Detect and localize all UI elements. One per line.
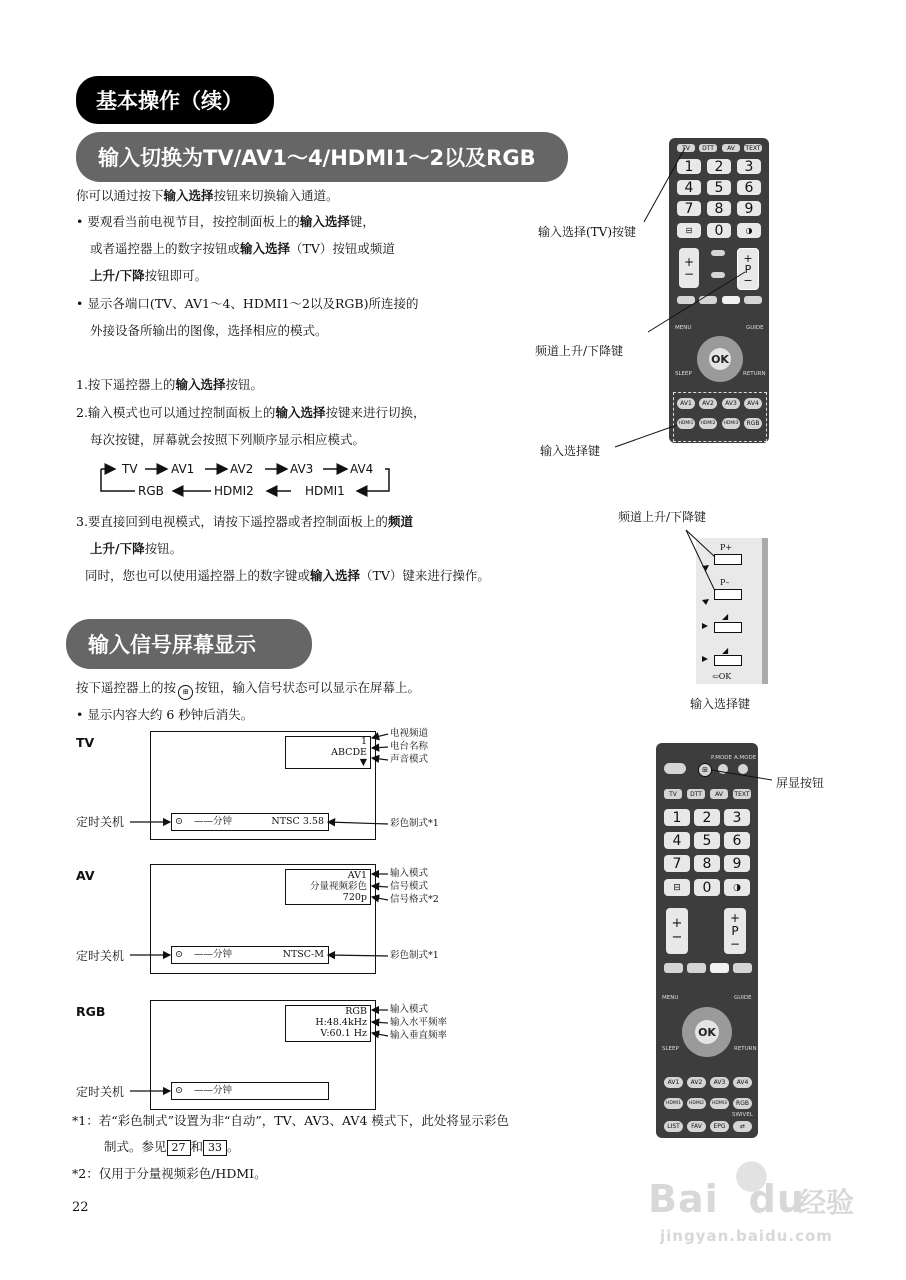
osd-tv-color-label: 彩色制式*1 xyxy=(390,818,439,829)
osd-rgb-line2: H:48.4kHz xyxy=(315,1017,367,1028)
bold-text: 上升/下降 xyxy=(90,541,145,556)
bold-text: 输入选择 xyxy=(310,568,361,583)
text: 键， xyxy=(349,214,375,229)
guide-label: GUIDE xyxy=(746,325,764,331)
bold-text: 输入选择 xyxy=(163,188,214,203)
text: 2.输入模式也可以通过控制面板上的 xyxy=(76,405,276,420)
text: 1.按下遥控器上的 xyxy=(76,377,176,392)
menu-label-2: MENU xyxy=(662,995,679,1001)
osd-av-line1: AV1 xyxy=(347,870,367,881)
step2-line1 xyxy=(76,404,425,422)
hdmi1-key[interactable]: HDMI1 xyxy=(677,418,695,429)
key-7[interactable]: 7 xyxy=(677,201,701,216)
key2-8[interactable]: 8 xyxy=(694,855,720,872)
key2-7[interactable]: 7 xyxy=(664,855,690,872)
text: 你可以通过按下 xyxy=(76,188,164,203)
key2-2[interactable]: 2 xyxy=(694,809,720,826)
hdmi2-key-2[interactable]: HDMI2 xyxy=(687,1098,706,1109)
osd-av-label2: 信号模式 xyxy=(390,881,429,892)
color-key-red[interactable] xyxy=(677,296,695,304)
color2-yellow[interactable] xyxy=(710,963,729,973)
av4-key[interactable]: AV4 xyxy=(744,398,762,409)
watermark-brand1: Bai xyxy=(648,1177,719,1221)
key-mode[interactable]: ◑ xyxy=(737,223,761,238)
key-5[interactable]: 5 xyxy=(707,180,731,195)
av2-key-2[interactable]: AV2 xyxy=(687,1077,706,1088)
ch-down-button[interactable] xyxy=(714,589,742,600)
color2-red[interactable] xyxy=(664,963,683,973)
note1-line2 xyxy=(104,1138,240,1156)
amode-label: A.MODE xyxy=(734,755,757,761)
av4-key-2[interactable]: AV4 xyxy=(733,1077,752,1088)
panel-ok-text: OK xyxy=(718,672,732,681)
key-4[interactable]: 4 xyxy=(677,180,701,195)
text: 按钮，输入信号状态可以显示在屏幕上。 xyxy=(195,680,421,695)
p-minus-label: P– xyxy=(720,578,730,587)
text: 按钮即可。 xyxy=(144,268,208,283)
key2-9[interactable]: 9 xyxy=(724,855,750,872)
intro-line xyxy=(76,187,339,205)
watermark-brand2: du xyxy=(748,1177,805,1221)
osd-rgb-screen xyxy=(150,1000,376,1110)
osd-tv-bottom-box xyxy=(171,813,329,831)
text: 按钮。 xyxy=(225,377,263,392)
main-heading xyxy=(76,76,274,124)
remote-control-2 xyxy=(656,743,758,1138)
volume-down-icon: ◢ xyxy=(722,646,729,655)
page-ref-27[interactable]: 27 xyxy=(167,1140,191,1156)
av3-key-2[interactable]: AV3 xyxy=(710,1077,729,1088)
text: 3.要直接回到电视模式，请按下遥控器或者控制面板上的 xyxy=(76,514,388,529)
key-0[interactable]: 0 xyxy=(707,223,731,238)
seq-rgb: RGB xyxy=(138,484,164,498)
remote2-osd-key-label: 屏显按钮 xyxy=(776,776,825,790)
bullet1-line1 xyxy=(76,213,375,231)
plus-label: + xyxy=(683,255,695,269)
panel-right-strip xyxy=(762,538,768,684)
key-2[interactable]: 2 xyxy=(707,159,731,174)
osd-rgb-sleep-value: ——分钟 xyxy=(194,1085,233,1096)
text: 按键来进行切换， xyxy=(325,405,426,420)
plus-label: + xyxy=(671,916,683,931)
p-plus-label: P+ xyxy=(720,543,733,552)
remote-control-1 xyxy=(669,138,769,443)
key2-mode[interactable]: ◑ xyxy=(724,879,750,896)
osd-tv-info-box xyxy=(285,736,371,769)
osd-tv-label2: 电台名称 xyxy=(390,741,429,752)
paw-icon: ● xyxy=(734,1151,769,1197)
osd-tv-title: TV xyxy=(76,735,95,750)
key2-5[interactable]: 5 xyxy=(694,832,720,849)
panel-top-label: 频道上升/下降键 xyxy=(618,510,707,524)
volume-key[interactable] xyxy=(679,248,699,288)
volume-key-2[interactable] xyxy=(666,908,688,954)
color2-blue[interactable] xyxy=(733,963,752,973)
osd-av-sleep-label: 定时关机 xyxy=(76,949,125,963)
osd-rgb-label2: 输入水平频率 xyxy=(390,1017,448,1028)
bold-text: 输入选择 xyxy=(240,241,291,256)
sleep-label-2: SLEEP xyxy=(662,1046,679,1052)
osd-tv-sleep-value: ——分钟 xyxy=(194,816,233,827)
hdmi3-key[interactable]: HDMI3 xyxy=(722,418,740,429)
section2-heading xyxy=(66,619,312,669)
seq-tv: TV xyxy=(122,462,138,476)
seq-av4: AV4 xyxy=(350,462,374,476)
color-key-blue[interactable] xyxy=(744,296,762,304)
seq-av2: AV2 xyxy=(230,462,254,476)
text-key-2[interactable]: TEXT xyxy=(734,790,750,798)
bold-text: 上升/下降 xyxy=(90,268,145,283)
menu-label: MENU xyxy=(675,325,692,331)
osd-av-bottom-box xyxy=(171,946,329,964)
osd-av-sleep-value: ——分钟 xyxy=(194,949,233,960)
plus-label: + xyxy=(743,251,753,265)
mute-small-key[interactable] xyxy=(711,272,725,278)
watermark-url: jingyan.baidu.com xyxy=(660,1227,833,1245)
osd-rgb-sleep-label: 定时关机 xyxy=(76,1085,125,1099)
list-key[interactable]: LIST xyxy=(664,1121,683,1132)
volume-up-button[interactable] xyxy=(714,622,742,633)
key-3[interactable]: 3 xyxy=(737,159,761,174)
rgb-key[interactable]: RGB xyxy=(744,418,762,429)
ch-up-button[interactable] xyxy=(714,554,742,565)
osd-av-label3: 信号格式*2 xyxy=(390,894,439,905)
section2-bullet: • 显示内容大约 6 秒钟后消失。 xyxy=(76,707,254,722)
key-6[interactable]: 6 xyxy=(737,180,761,195)
epg-key[interactable]: EPG xyxy=(710,1121,729,1132)
bold-text: 输入选择 xyxy=(275,405,326,420)
rgb-key-2[interactable]: RGB xyxy=(733,1098,752,1109)
return-label-2: RETURN xyxy=(734,1046,757,1052)
key-9[interactable]: 9 xyxy=(737,201,761,216)
step3-line1 xyxy=(76,513,413,531)
osd-av-color-label: 彩色制式*1 xyxy=(390,950,439,961)
osd-rgb-bottom-box xyxy=(171,1082,329,1100)
key-1[interactable]: 1 xyxy=(677,159,701,174)
osd-av-info-box xyxy=(285,869,371,905)
seq-av3: AV3 xyxy=(290,462,314,476)
text: 。 xyxy=(227,1139,240,1154)
pmode-key[interactable] xyxy=(718,764,728,774)
osd-rgb-title: RGB xyxy=(76,1004,106,1019)
key2-0[interactable]: 0 xyxy=(694,879,720,896)
av-key[interactable]: AV xyxy=(722,144,740,152)
page-number: 22 xyxy=(72,1200,89,1215)
panel-ok-label: ⇦OK xyxy=(712,672,732,681)
tv-key-2[interactable]: TV xyxy=(664,789,682,799)
bold-text: 输入选择 xyxy=(299,214,350,229)
guide-label-2: GUIDE xyxy=(734,995,752,1001)
watermark-cn: 经验 xyxy=(798,1186,855,1219)
osd-tv-color: NTSC 3.58 xyxy=(271,816,324,827)
text: 和 xyxy=(190,1139,204,1154)
dtt-key[interactable]: DTT xyxy=(699,144,717,152)
bold-text: 频道 xyxy=(387,514,413,529)
hdmi3-key-2[interactable]: HDMI3 xyxy=(710,1098,729,1109)
text: （TV）键来进行操作。 xyxy=(360,568,490,583)
text-key[interactable]: TEXT xyxy=(745,144,761,152)
osd-av-label1: 输入模式 xyxy=(390,868,429,879)
main-heading-text: 基本操作（续） xyxy=(96,89,243,113)
key2-1[interactable]: 1 xyxy=(664,809,690,826)
step3-line2 xyxy=(90,540,182,558)
osd-rgb-line1: RGB xyxy=(345,1006,367,1017)
text: 按钮来切换输入通道。 xyxy=(213,188,339,203)
fav-key[interactable]: FAV xyxy=(687,1121,706,1132)
page-ref-33[interactable]: 33 xyxy=(203,1140,227,1156)
control-panel xyxy=(696,538,768,684)
av1-key[interactable]: AV1 xyxy=(677,398,695,409)
bullet1-line2 xyxy=(90,240,395,258)
key2-3[interactable]: 3 xyxy=(724,809,750,826)
color-key-yellow[interactable] xyxy=(722,296,740,304)
osd-display-key[interactable]: ⊞ xyxy=(698,763,712,777)
minus-label: − xyxy=(671,930,683,945)
volume-up-icon: ◢ xyxy=(722,612,729,621)
osd-tv-label1: 电视频道 xyxy=(390,728,429,739)
section1-heading-text: 输入切换为TV/AV1～4/HDMI1～2以及RGB xyxy=(98,146,536,170)
text: （TV）按钮或频道 xyxy=(290,241,395,256)
minus-label: − xyxy=(729,936,741,951)
seq-av1: AV1 xyxy=(171,462,195,476)
osd-rgb-label1: 输入模式 xyxy=(390,1004,429,1015)
remote1-input-key-label: 输入选择键 xyxy=(540,444,601,458)
section2-heading-text: 输入信号屏幕显示 xyxy=(88,633,256,657)
p-label: P xyxy=(731,923,739,938)
swivel-key[interactable]: ⇄ xyxy=(733,1121,752,1132)
panel-bottom-label: 输入选择键 xyxy=(690,697,751,711)
osd-av-line3: 720p xyxy=(342,892,367,903)
remote1-ch-key-label: 频道上升/下降键 xyxy=(535,344,624,358)
key-info[interactable]: ⊟ xyxy=(677,223,701,238)
osd-tv-sleep-label: 定时关机 xyxy=(76,815,125,829)
sleep-icon: ⊙ xyxy=(175,1085,183,1096)
color-key-green[interactable] xyxy=(699,296,717,304)
dtt-key-2[interactable]: DTT xyxy=(687,789,705,799)
minus-label: − xyxy=(683,267,695,281)
hdmi2-key[interactable]: HDMI2 xyxy=(699,418,717,429)
bullet2-line1: • 显示各端口(TV、AV1～4、HDMI1～2以及RGB)所连接的 xyxy=(76,296,419,311)
return-label: RETURN xyxy=(743,371,766,377)
text: • 要观看当前电视节目，按控制面板上的 xyxy=(76,214,300,229)
bullet1-line3 xyxy=(90,267,207,285)
key2-info[interactable]: ⊟ xyxy=(664,879,690,896)
hdmi1-key-2[interactable]: HDMI1 xyxy=(664,1098,683,1109)
osd-rgb-label3: 输入垂直频率 xyxy=(390,1030,448,1041)
plus-label: + xyxy=(729,910,741,925)
key2-6[interactable]: 6 xyxy=(724,832,750,849)
text: 同时，您也可以使用遥控器上的数字键或 xyxy=(85,568,311,583)
osd-tv-line3: ▼ xyxy=(359,757,367,768)
osd-av-line2: 分量视频彩色 xyxy=(309,881,367,892)
section1-heading xyxy=(76,132,568,182)
minus-label: − xyxy=(743,273,753,287)
amode-key[interactable] xyxy=(738,764,748,774)
ok-key[interactable]: OK xyxy=(709,348,731,370)
key2-4[interactable]: 4 xyxy=(664,832,690,849)
sleep-icon: ⊙ xyxy=(175,949,183,960)
note2: *2：仅用于分量视频彩色/HDMI。 xyxy=(72,1166,267,1181)
text: 或者遥控器上的数字按钮或 xyxy=(90,241,241,256)
baidu-watermark xyxy=(648,1151,868,1255)
sleep-label: SLEEP xyxy=(675,371,692,377)
osd-av-color: NTSC-M xyxy=(282,949,324,960)
osd-av-screen xyxy=(150,864,376,974)
key-8[interactable]: 8 xyxy=(707,201,731,216)
color2-green[interactable] xyxy=(687,963,706,973)
step2-line2: 每次按键，屏幕就会按照下列顺序显示相应模式。 xyxy=(90,432,366,447)
channel-key-2[interactable] xyxy=(724,908,746,954)
channel-key[interactable] xyxy=(737,248,759,290)
av3-key[interactable]: AV3 xyxy=(722,398,740,409)
bullet2-line2: 外接设备所输出的图像，选择相应的模式。 xyxy=(90,323,328,338)
av1-key-2[interactable]: AV1 xyxy=(664,1077,683,1088)
seq-hdmi2: HDMI2 xyxy=(214,484,254,498)
text: 按下遥控器上的按 xyxy=(76,680,177,695)
power-small-key[interactable] xyxy=(711,250,725,256)
av-key-2[interactable]: AV xyxy=(710,789,728,799)
osd-rgb-line3: V:60.1 Hz xyxy=(320,1028,367,1039)
osd-tv-line1: 1 xyxy=(360,736,367,747)
osd-av-title: AV xyxy=(76,868,95,883)
p-label: P xyxy=(744,262,752,276)
step1 xyxy=(76,376,263,394)
power-key[interactable] xyxy=(664,763,686,774)
note1-line1: *1：若“彩色制式”设置为非“自动”，TV、AV3、AV4 模式下，此处将显示彩色 xyxy=(72,1113,509,1128)
bold-text: 输入选择 xyxy=(175,377,226,392)
text: 制式。参见 xyxy=(104,1139,167,1154)
av2-key[interactable]: AV2 xyxy=(699,398,717,409)
sleep-icon: ⊙ xyxy=(175,816,183,827)
tv-key[interactable]: TV xyxy=(677,144,695,152)
section2-intro xyxy=(76,679,420,700)
osd-tv-label3: 声音模式 xyxy=(390,754,429,765)
ok-key-2[interactable]: OK xyxy=(695,1020,719,1044)
osd-tv-screen xyxy=(150,731,376,840)
step3-line3 xyxy=(85,567,490,585)
pmode-label: P.MODE xyxy=(711,755,732,761)
osd-rgb-info-box xyxy=(285,1005,371,1042)
text: 按钮。 xyxy=(144,541,183,556)
remote1-tv-key-label: 输入选择(TV)按键 xyxy=(538,225,637,239)
seq-hdmi1: HDMI1 xyxy=(305,484,345,498)
swivel-label: SWIVEL xyxy=(732,1112,753,1118)
watermark-brand xyxy=(648,1177,805,1221)
osd-tv-line2: ABCDE xyxy=(331,747,367,758)
volume-down-button[interactable] xyxy=(714,655,742,666)
osd-icon: ⊞ xyxy=(178,685,193,700)
